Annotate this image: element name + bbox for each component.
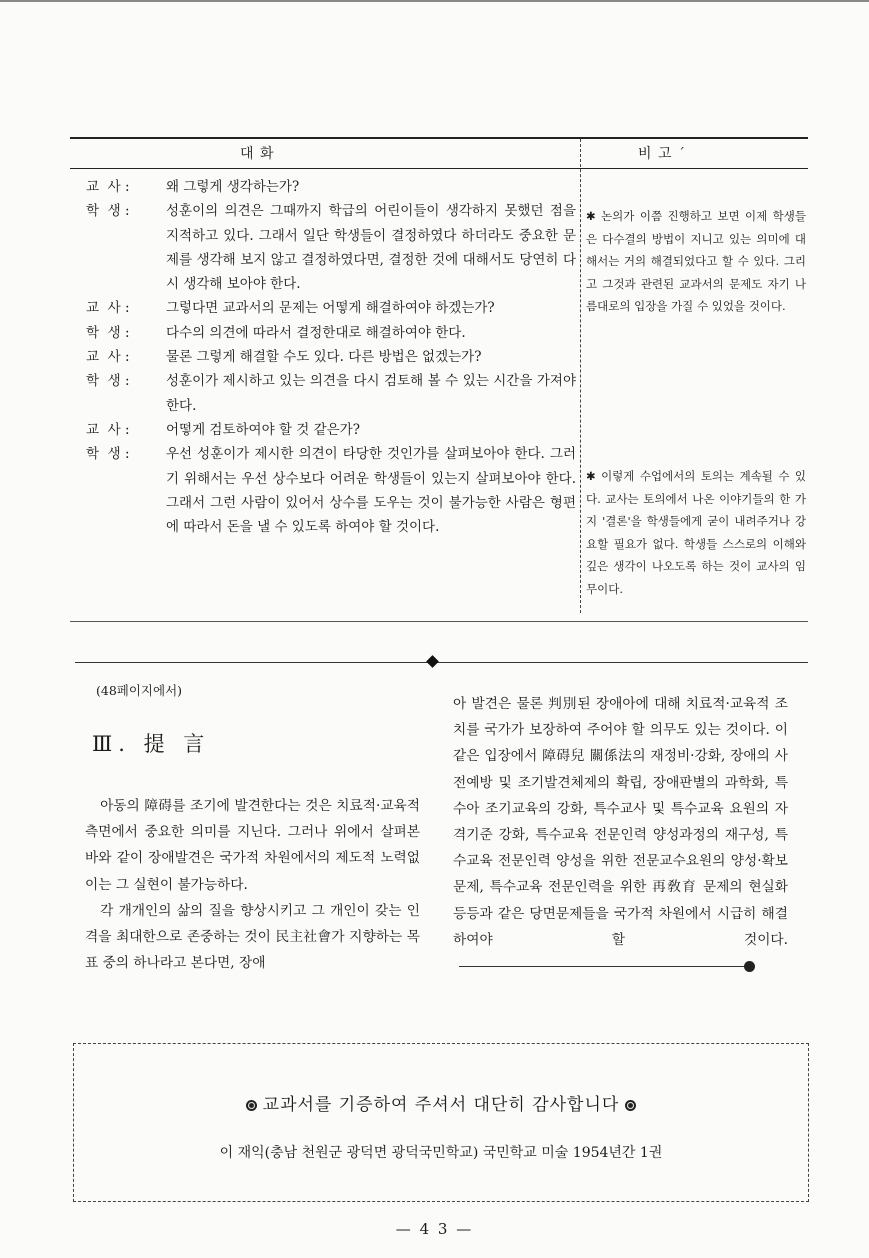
dialogue-line — [86, 345, 576, 369]
table-header-rule — [70, 168, 808, 169]
paragraph — [453, 691, 788, 979]
paragraph: 아동의 障碍를 조기에 발견한다는 것은 치료적·교육적 측면에서 중요한 의미를 지닌다. 그러나 위에서 살펴본 바와 같이 장애발견은 국가적 차원에서의 제도적 노력없이는 그 실현이 불가능하다. — [85, 798, 420, 893]
dialogue-line — [86, 418, 576, 442]
end-mark-icon — [459, 966, 749, 967]
section-divider — [75, 662, 808, 663]
thanks-text: 교과서를 기증하여 주셔서 대단히 감사합니다 — [262, 1095, 620, 1115]
speaker: 학 생 : — [86, 446, 130, 463]
dialogue-line — [86, 321, 576, 345]
header-dialogue: 대 화 — [240, 146, 275, 162]
dialogue-line — [86, 442, 576, 539]
continued-from-note: (48페이지에서) — [96, 683, 183, 698]
bullseye-icon — [246, 1100, 257, 1111]
bullseye-icon — [625, 1100, 636, 1111]
dialogue-line — [86, 296, 576, 320]
speaker: 교 사 : — [86, 349, 130, 366]
thanks-line — [74, 1090, 808, 1115]
remark-note-1: ✱ 논의가 이쯤 진행하고 보면 이제 학생들은 다수결의 방법이 지니고 있는 의미에 대해서는 거의 해결되었다고 할 수 있다. 그리고 그것과 관련된 교과서의 문제도 자기 나름대로의 입장을 가질 수 있었을 것이다. — [586, 209, 806, 314]
utterance: 어떻게 검토하여야 할 것 같은가? — [166, 421, 360, 438]
dialogue-lines — [86, 175, 576, 539]
page-top-border — [0, 0, 869, 2]
column-separator — [580, 139, 581, 613]
speaker: 학 생 : — [86, 324, 130, 341]
section-heading: Ⅲ. 提 言 — [92, 732, 211, 756]
utterance: 우선 성훈이가 제시한 의견이 타당한 것인가를 살펴보아야 한다. 그러기 위해서는 우선 상수보다 어려운 학생들이 있는지 살펴보아야 한다. 그래서 그런 사람이 있어서 상수를 도우는 것이 불가능한 사람은 형편에 따라서 돈을 낼 수 있도록 하여야 할 것이다. — [166, 446, 576, 536]
table-bottom-rule — [70, 621, 808, 622]
paragraph-text: 아 발견은 물론 判別된 장애아에 대해 치료적·교육적 조치를 국가가 보장하여 주어야 할 의무도 있는 것이다. 이같은 입장에서 障碍兒 關係法의 재정비·강화, 장애의 사전예방 및 조기발견체제의 확립, 장애판별의 과학화, 특수아 조기교육의 강화, 특수교사 및 특수교육 요원의 자격기준 강화, 특수교육 전문인력 양성과정의 재구성, 특수교육 전문인력 양성을 위한 전문교수요원의 양성·확보문제, 특수교육 전문인력을 위한 再敎育 문제의 현실화 등등과 같은 당면문제들을 국가적 차원에서 시급히 해결하여야 할 것이다. — [453, 696, 788, 948]
acknowledgement-box — [73, 1043, 809, 1202]
utterance: 다수의 의견에 따라서 결정한대로 해결하여야 한다. — [166, 324, 466, 341]
article-left-column — [85, 793, 420, 976]
speaker: 교 사 : — [86, 421, 130, 438]
table-top-rule — [70, 137, 808, 139]
dialogue-line — [86, 369, 576, 418]
header-remarks: 비 고 ˊ — [638, 146, 686, 162]
page-number: — 4 3 — — [395, 1220, 474, 1238]
diamond-ornament-icon — [426, 655, 439, 668]
dialogue-table — [70, 137, 808, 622]
dialogue-line — [86, 199, 576, 296]
speaker: 교 사 : — [86, 179, 130, 195]
speaker: 교 사 : — [86, 300, 130, 317]
remark-note-2: ✱ 이렇게 수업에서의 토의는 계속될 수 있다. 교사는 토의에서 나온 이야기들의 한 가지 '결론'을 학생들에게 굳이 내려주거나 강요할 필요가 없다. 학생들 스스로의 이해와 깊은 생각이 나오도록 하는 것이 교사의 임무이다. — [586, 469, 806, 596]
utterance: 성훈이가 제시하고 있는 의견을 다시 검토해 볼 수 있는 시간을 가져야 한다. — [166, 373, 576, 414]
article-right-column — [453, 691, 788, 979]
utterance: 성훈이의 의견은 그때까지 학급의 어린이들이 생각하지 못했던 점을 지적하고 있다. 그래서 일단 학생들이 결정하였다 하더라도 중요한 문제를 생각해 보지 않고 결정하였다면, 결정한 것에 대해서도 당연히 다시 생각해 보아야 한다. — [166, 203, 576, 293]
utterance: 그렇다면 교과서의 문제는 어떻게 해결하여야 하겠는가? — [166, 300, 495, 317]
paragraph: 각 개개인의 삶의 질을 향상시키고 그 개인이 갖는 인격을 최대한으로 존중하는 것이 民主社會가 지향하는 목표 중의 하나라고 본다면, 장애 — [85, 902, 420, 972]
speaker: 학 생 : — [86, 373, 130, 390]
dialogue-line — [86, 175, 576, 199]
speaker: 학 생 : — [86, 203, 130, 220]
donor-line: 이 재익(충남 천원군 광덕면 광덕국민학교) 국민학교 미술 1954년간 1권 — [219, 1145, 663, 1161]
utterance: 왜 그렇게 생각하는가? — [166, 179, 300, 195]
utterance: 물론 그렇게 해결할 수도 있다. 다른 방법은 없겠는가? — [166, 349, 482, 366]
